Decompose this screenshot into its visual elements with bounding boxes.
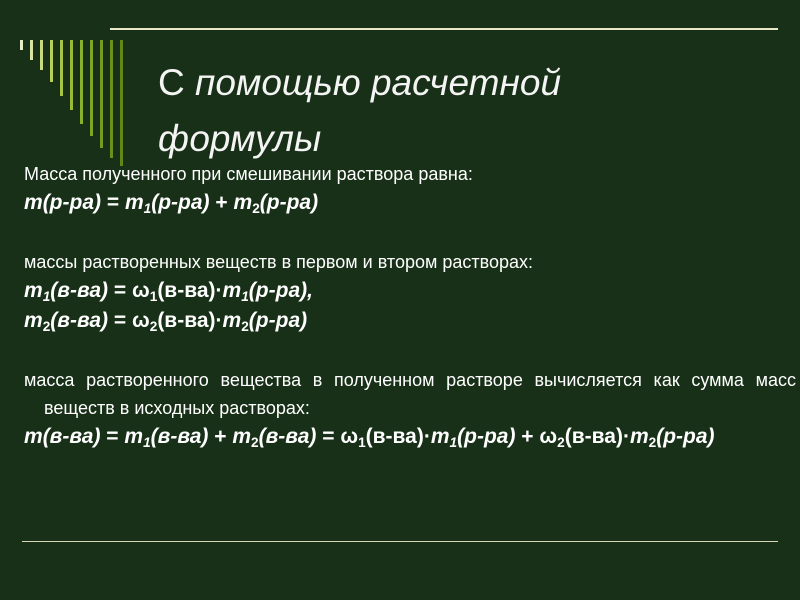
top-divider — [110, 28, 778, 30]
text-mass-total: Масса полученного при смешивании раствора равна: — [24, 164, 473, 184]
formula-solute-total: $m(в-ва) = m_1(в-ва) + m_2(в-ва) = \omega_1(в-ва)\cdot m_1(р-ра) + \omega_2(в-ва)\cdot m_2(р-ра)$ — [24, 425, 715, 451]
decorative-stripes — [20, 40, 160, 170]
text-dissolved-masses: массы растворенных веществ в первом и втором растворах: — [24, 252, 534, 272]
formula-solute-1: $m_1(в-ва) = \omega_1(в-ва)\cdot m_1(р-ра)$, — [24, 279, 313, 305]
bottom-divider — [22, 541, 778, 542]
slide-title: С помощью расчетной формулы — [158, 62, 562, 159]
formula-mass-solution: $m(р-ра) = m_1(р-ра) + m_2(р-ра)$ — [24, 191, 319, 217]
text-solute-sum: масса растворенного вещества в полученном растворе вычисляется как сумма масс веществ в исходных растворах: — [24, 370, 796, 418]
formula-solute-2: $m_2(в-ва) = \omega_2(в-ва)\cdot m_2(р-ра)$ — [24, 309, 308, 335]
slide-content — [24, 160, 796, 452]
